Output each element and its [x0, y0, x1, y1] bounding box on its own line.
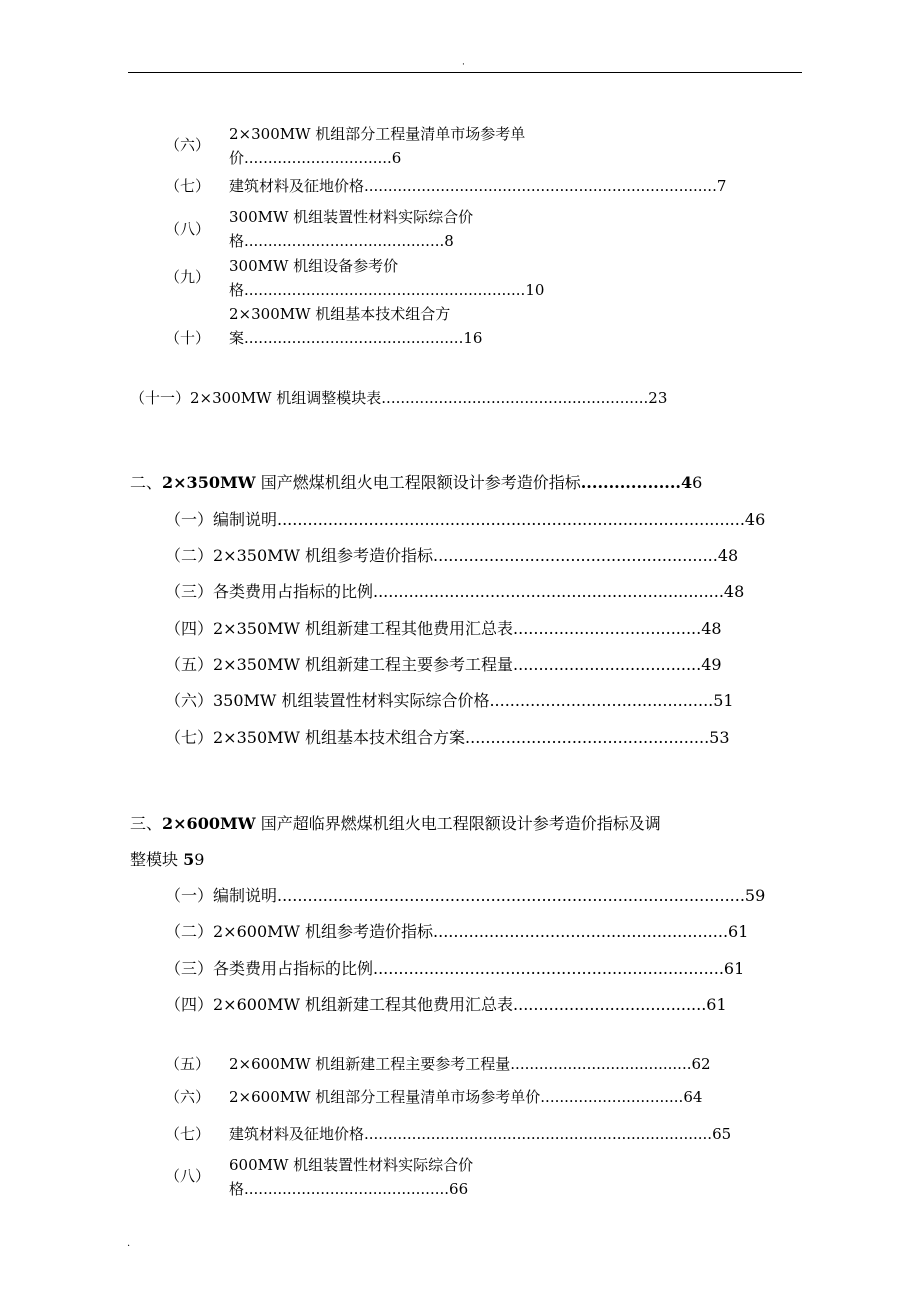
toc-entry: （四）2×350MW 机组新建工程其他费用汇总表.....................................48 [165, 619, 722, 638]
toc-entry-number: （八） [165, 220, 211, 238]
toc-entry-number: （八） [165, 1167, 211, 1185]
header-dot: · [462, 60, 465, 70]
toc-entry-title: 2×600MW 机组新建工程主要参考工程量......................................62 [229, 1055, 711, 1073]
toc-entry-number: （七） [165, 1125, 211, 1143]
toc-entry: （二）2×350MW 机组参考造价指标........................................................48 [165, 546, 739, 565]
toc-entry: （三）各类费用占指标的比例.....................................................................61 [165, 959, 745, 978]
toc-entry: （四）2×600MW 机组新建工程其他费用汇总表......................................61 [165, 995, 727, 1014]
toc-entry-number: （七） [165, 177, 211, 195]
footer-dot: . [127, 1238, 131, 1249]
heading-bold: 2×350MW [162, 473, 256, 492]
heading-leader: ..................4 [580, 473, 693, 492]
toc-entry-title: 2×300MW 机组基本技术组合方 [229, 305, 451, 323]
toc-entry-title-cont: 格..........................................8 [229, 232, 454, 250]
toc-entry: （六）350MW 机组装置性材料实际综合价格............................................51 [165, 691, 734, 710]
heading-text: 国产燃煤机组火电工程限额设计参考造价指标 [255, 473, 581, 492]
heading-page: 6 [692, 473, 703, 492]
toc-entry-number: （五） [165, 1055, 211, 1073]
toc-entry-title: 2×300MW 机组部分工程量清单市场参考单 [229, 125, 526, 143]
heading-bold: 2×600MW [162, 814, 256, 833]
toc-entry-number: （九） [165, 268, 211, 286]
toc-entry: （五）2×350MW 机组新建工程主要参考工程量.....................................49 [165, 655, 722, 674]
toc-entry-title: 建筑材料及征地价格.........................................................................65 [229, 1125, 732, 1143]
toc-entry-title-cont: 格...........................................66 [229, 1180, 469, 1198]
toc-entry-title-cont: 价...............................6 [229, 149, 402, 167]
toc-entry: （十一）2×300MW 机组调整模块表........................................................23 [130, 389, 668, 407]
toc-entry-title-cont: 格...........................................................10 [229, 281, 545, 299]
toc-entry-number: （六） [165, 136, 211, 154]
heading-prefix: 三、 [130, 814, 163, 833]
toc-section-heading-cont [130, 849, 204, 871]
header-rule [128, 72, 802, 73]
toc-section-heading [130, 472, 702, 494]
toc-entry: （一）编制说明............................................................................................59 [165, 886, 766, 905]
toc-entry: （二）2×600MW 机组参考造价指标..........................................................61 [165, 922, 749, 941]
heading-text: 整模块 [130, 850, 184, 869]
heading-page-bold: 5 [183, 850, 195, 869]
toc-entry-title: 600MW 机组装置性材料实际综合价 [229, 1156, 474, 1174]
toc-section-heading [130, 813, 661, 835]
toc-entry-title-cont: 案..............................................16 [229, 329, 483, 347]
toc-entry-title: 300MW 机组设备参考价 [229, 257, 399, 275]
heading-prefix: 二、 [130, 473, 163, 492]
toc-entry-number: （六） [165, 1088, 211, 1106]
toc-entry-number: （十） [165, 329, 211, 347]
toc-entry: （七）2×350MW 机组基本技术组合方案................................................53 [165, 728, 730, 747]
toc-entry-title: 2×600MW 机组部分工程量清单市场参考单价..............................64 [229, 1088, 703, 1106]
heading-page: 9 [194, 850, 205, 869]
toc-entry-title: 建筑材料及征地价格..........................................................................7 [229, 177, 727, 195]
toc-entry: （一）编制说明............................................................................................46 [165, 510, 766, 529]
toc-entry-title: 300MW 机组装置性材料实际综合价 [229, 208, 474, 226]
heading-text: 国产超临界燃煤机组火电工程限额设计参考造价指标及调 [255, 814, 661, 833]
toc-entry: （三）各类费用占指标的比例.....................................................................48 [165, 582, 745, 601]
